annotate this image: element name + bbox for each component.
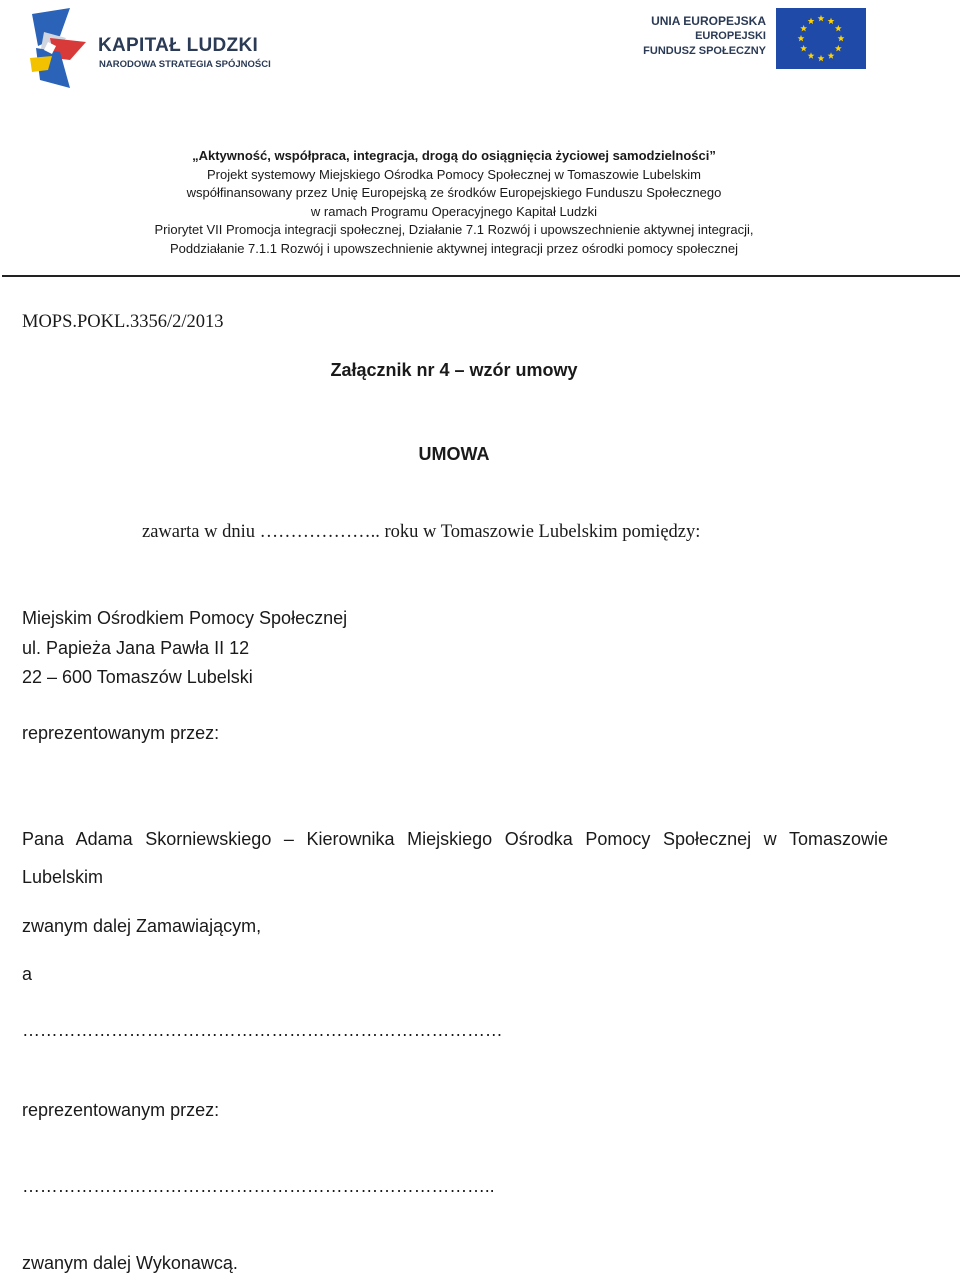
party1-address	[22, 604, 347, 693]
project-line: w ramach Programu Operacyjnego Kapitał Ludzki	[310, 203, 598, 219]
header-divider	[2, 275, 960, 277]
annex-title: Załącznik nr 4 – wzór umowy	[330, 360, 578, 380]
project-line: Priorytet VII Promocja integracji społecznej, Działanie 7.1 Rozwój i upowszechnienie aktywnej integracji,	[154, 222, 754, 238]
and-conjunction: a	[22, 964, 33, 984]
eu-logo-line3: FUNDUSZ SPOŁECZNY	[643, 45, 766, 57]
eu-logo-line1: UNIA EUROPEJSKA	[651, 14, 766, 28]
concluded-line: zawarta w dniu ……………….. roku w Tomaszowie Lubelskim pomiędzy:	[142, 522, 701, 542]
representative-1: Pana Adama Skorniewskiego – Kierownika Miejskiego Ośrodka Pomocy Społecznej w Tomaszowie Lubelskim	[22, 829, 888, 887]
case-number: MOPS.POKL.3356/2/2013	[22, 312, 224, 332]
party1-city: 22 – 600 Tomaszów Lubelski	[22, 667, 253, 687]
called-1: zwanym dalej Zamawiającym,	[22, 916, 262, 936]
logo-title: KAPITAŁ LUDZKI	[98, 35, 259, 56]
eu-flag-icon	[776, 8, 866, 69]
kapital-ludzki-star-icon	[30, 8, 88, 88]
contract-title: UMOWA	[418, 444, 490, 464]
eu-logo	[640, 8, 866, 70]
project-title: „Aktywność, współpraca, integracja, drogą do osiągnięcia życiowej samodzielności”	[192, 148, 716, 163]
project-line: współfinansowany przez Unię Europejską ze środków Europejskiego Funduszu Społecznego	[186, 185, 722, 201]
eu-logo-line2: EUROPEJSKI	[695, 30, 766, 42]
represented-by-2: reprezentowanym przez:	[22, 1100, 220, 1120]
represented-by-1: reprezentowanym przez:	[22, 723, 220, 743]
party2-placeholder: ………………………………………………………………………	[22, 1020, 503, 1040]
party1-street: ul. Papieża Jana Pawła II 12	[22, 637, 250, 658]
project-header	[0, 147, 908, 259]
logo-subtitle: NARODOWA STRATEGIA SPÓJNOŚCI	[99, 59, 271, 70]
kapital-ludzki-logo	[30, 8, 280, 90]
representative-2-placeholder: ……………………………………………………………………..	[22, 1176, 495, 1196]
party1-name: Miejskim Ośrodkiem Pomocy Społecznej	[22, 608, 348, 628]
project-line: Poddziałanie 7.1.1 Rozwój i upowszechnienie aktywnej integracji przez ośrodki pomocy społecznej	[170, 240, 738, 256]
called-2: zwanym dalej Wykonawcą.	[22, 1253, 238, 1273]
project-line: Projekt systemowy Miejskiego Ośrodka Pomocy Społecznej w Tomaszowie Lubelskim	[207, 166, 701, 182]
eu-logo-text	[643, 14, 766, 59]
